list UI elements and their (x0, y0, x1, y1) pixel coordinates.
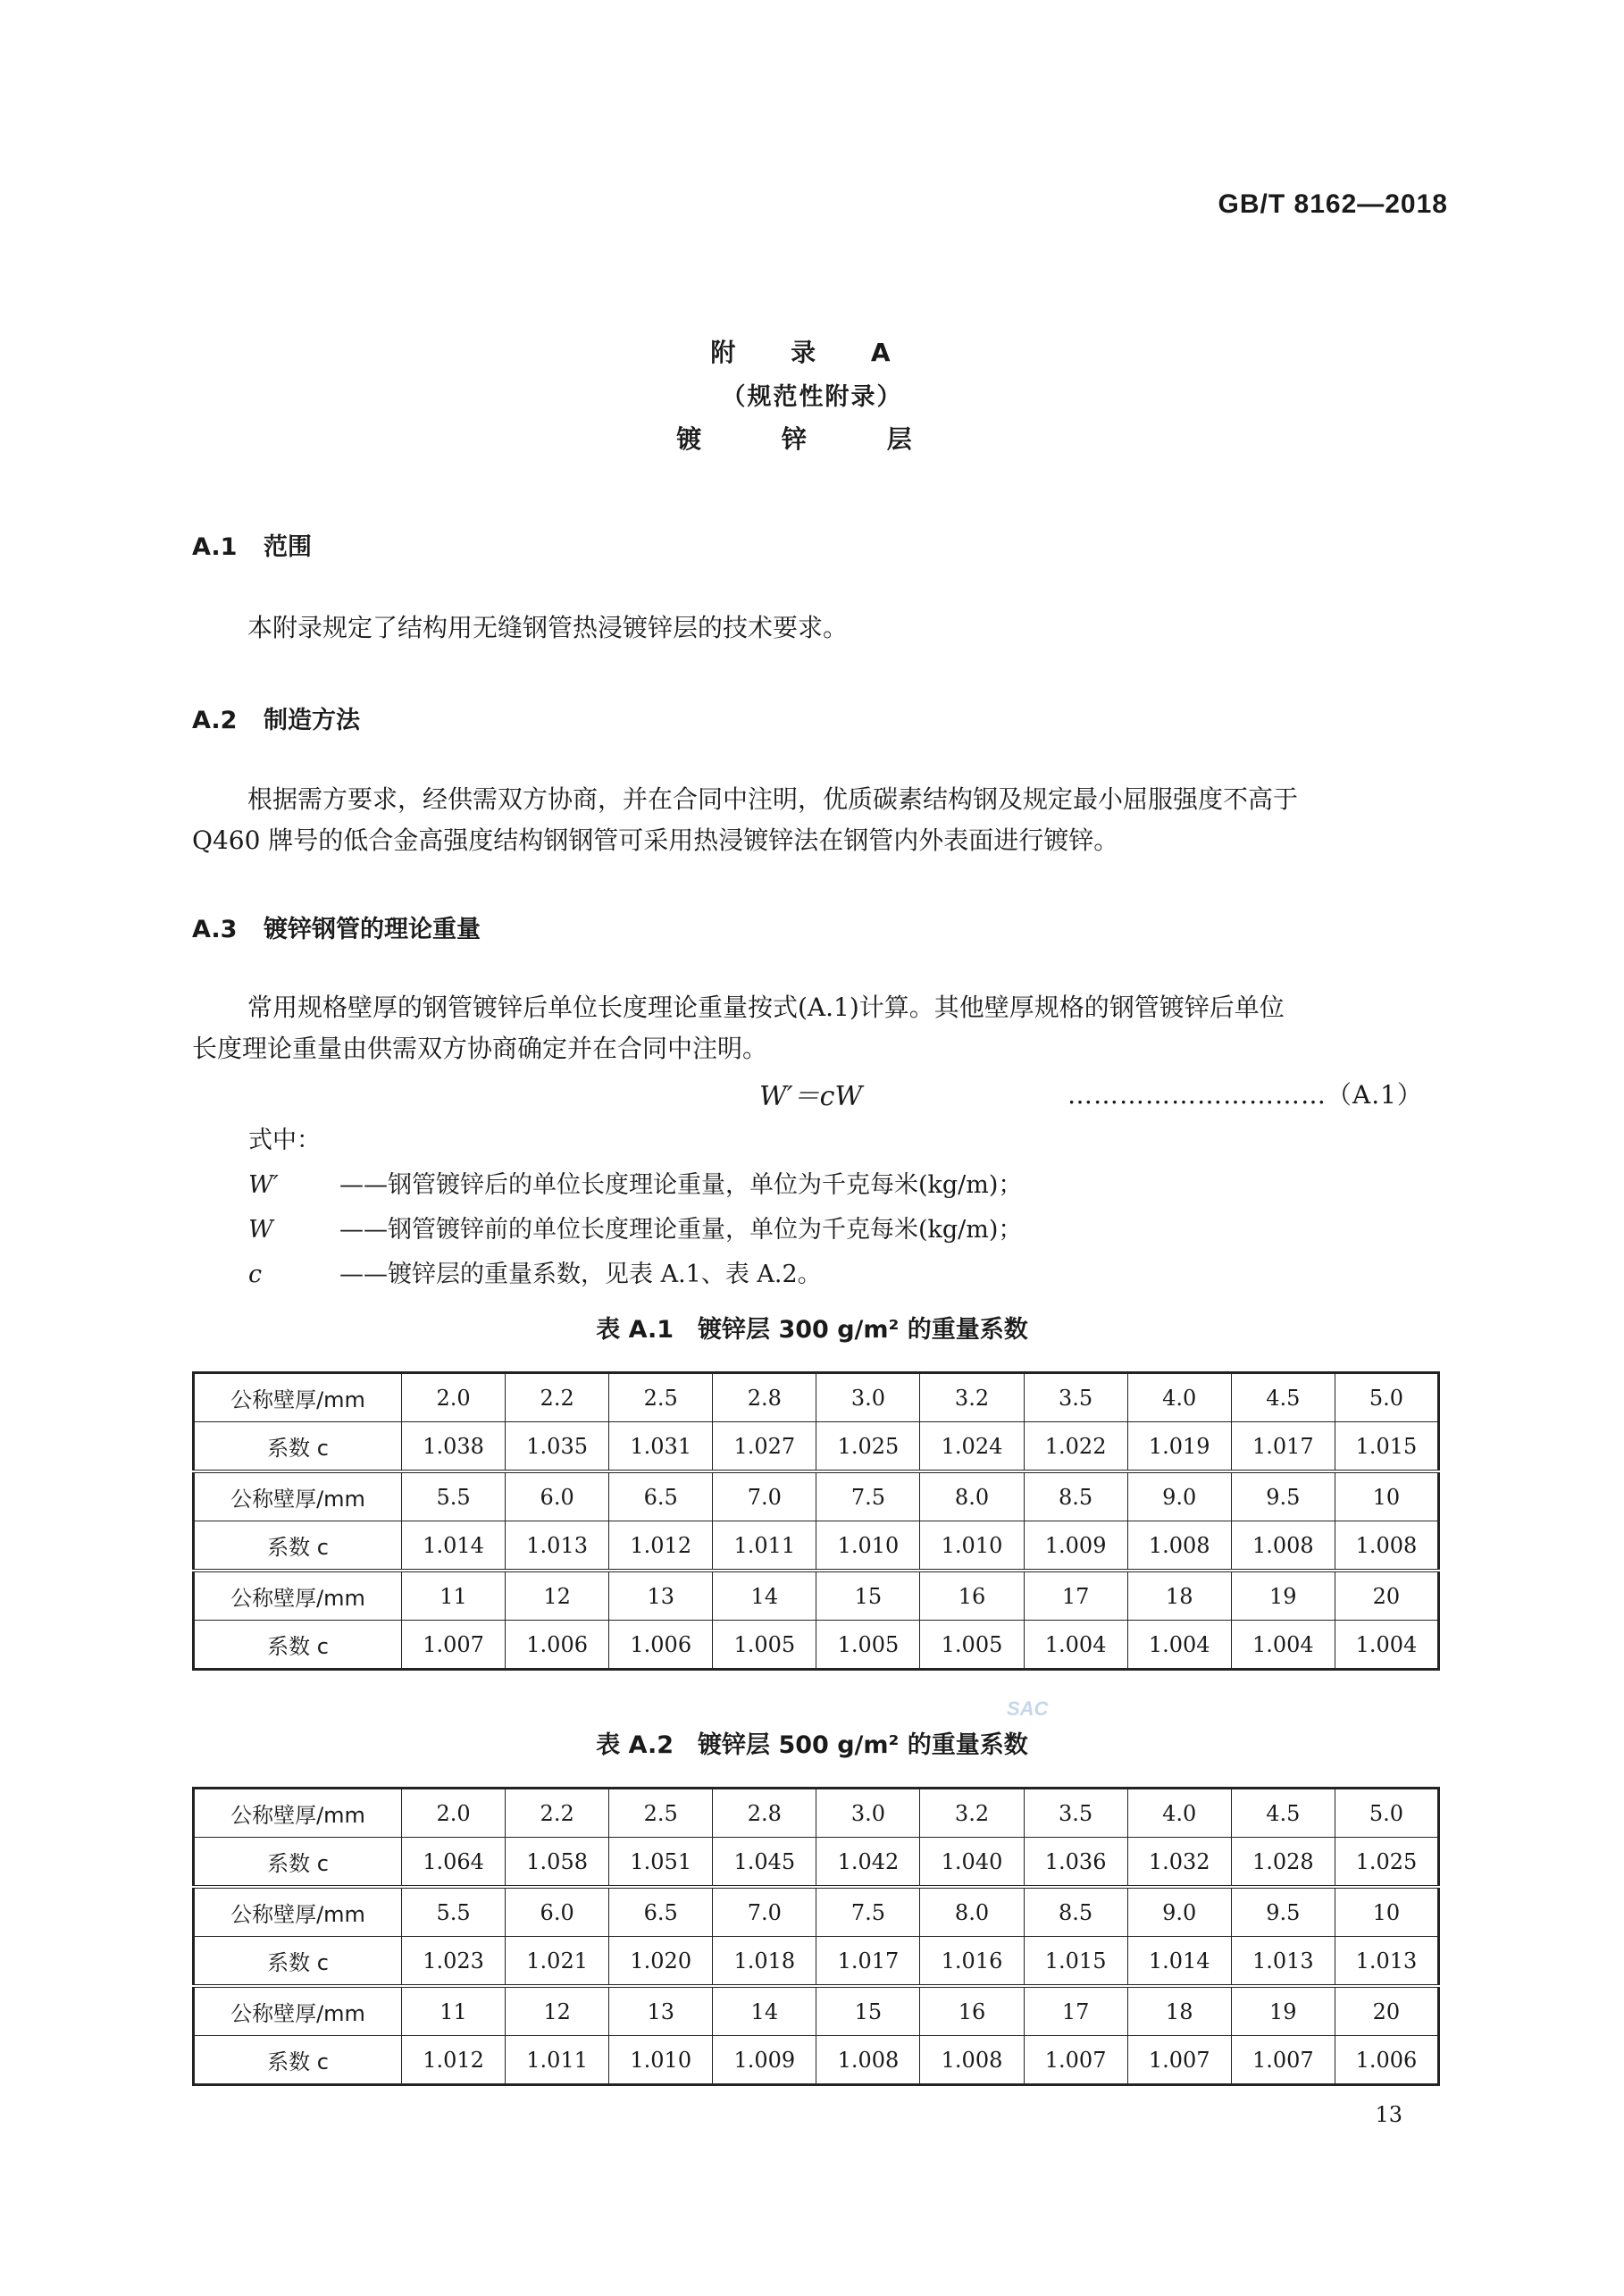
thickness-label: 公称壁厚/mm (194, 1571, 402, 1621)
thickness-label: 公称壁厚/mm (194, 1887, 402, 1937)
where-intro: 式中： (248, 1127, 321, 1154)
thickness-cell: 6.5 (609, 1471, 713, 1521)
section-number: A.1 (192, 533, 238, 561)
thickness-cell: 4.0 (1127, 1789, 1231, 1838)
thickness-cell: 2.8 (713, 1789, 816, 1838)
paragraph-line: 本附录规定了结构用无缝钢管热浸镀锌层的技术要求。 (247, 613, 849, 642)
thickness-cell: 3.2 (920, 1373, 1024, 1422)
where-symbol: W′ (248, 1171, 279, 1199)
coefficient-cell: 1.015 (1335, 1422, 1438, 1472)
coefficient-cell: 1.025 (816, 1422, 920, 1472)
where-item (248, 1163, 1022, 1208)
where-desc: ——钢管镀锌后的单位长度理论重量，单位为千克每米(kg/m)； (339, 1171, 1023, 1199)
thickness-cell: 4.5 (1231, 1789, 1335, 1838)
coefficient-cell: 1.031 (609, 1422, 713, 1472)
thickness-cell: 2.2 (506, 1789, 609, 1838)
thickness-cell: 7.0 (713, 1887, 816, 1937)
thickness-cell: 8.5 (1024, 1887, 1127, 1937)
coefficient-cell: 1.005 (816, 1621, 920, 1670)
table1-caption: 表 A.1 镀锌层 300 g/m² 的重量系数 (596, 1316, 1028, 1344)
thickness-cell: 10 (1335, 1887, 1438, 1937)
thickness-cell: 7.0 (713, 1471, 816, 1521)
section-heading-a1 (192, 527, 312, 562)
section-number: A.3 (192, 916, 238, 943)
thickness-cell: 4.0 (1127, 1373, 1231, 1422)
coefficient-row (194, 1621, 1439, 1670)
coefficient-cell: 1.014 (1127, 1937, 1231, 1987)
where-block (248, 1119, 1022, 1297)
appendix-type: （规范性附录） (721, 383, 903, 411)
thickness-label: 公称壁厚/mm (194, 1471, 402, 1521)
coefficient-row (194, 2036, 1439, 2085)
coefficient-cell: 1.008 (816, 2036, 920, 2085)
thickness-cell: 10 (1335, 1471, 1438, 1521)
thickness-cell: 13 (609, 1986, 713, 2036)
coefficient-cell: 1.040 (920, 1838, 1024, 1888)
thickness-label: 公称壁厚/mm (194, 1986, 402, 2036)
where-symbol: W (248, 1216, 273, 1244)
thickness-cell: 17 (1024, 1571, 1127, 1621)
coefficient-row (194, 1521, 1439, 1571)
coefficient-label: 系数 c (194, 1521, 402, 1571)
thickness-cell: 15 (816, 1986, 920, 2036)
coefficient-cell: 1.011 (713, 1521, 816, 1571)
appendix-subject: 镀 锌 层 (676, 424, 948, 454)
coefficient-cell: 1.032 (1127, 1838, 1231, 1888)
coefficient-label: 系数 c (194, 1422, 402, 1472)
thickness-cell: 7.5 (816, 1471, 920, 1521)
formula-expression: W′＝cW (759, 1081, 863, 1112)
formula-number: …………………………（A.1） (1067, 1080, 1423, 1110)
thickness-cell: 8.0 (920, 1471, 1024, 1521)
thickness-cell: 2.5 (609, 1373, 713, 1422)
coefficient-label: 系数 c (194, 1838, 402, 1888)
coefficient-cell: 1.012 (609, 1521, 713, 1571)
where-desc: ——钢管镀锌前的单位长度理论重量，单位为千克每米(kg/m)； (339, 1216, 1023, 1244)
where-symbol: c (248, 1261, 263, 1288)
coefficient-cell: 1.027 (713, 1422, 816, 1472)
section-title: 镀锌钢管的理论重量 (264, 916, 481, 943)
thickness-cell: 9.0 (1127, 1887, 1231, 1937)
coefficient-cell: 1.008 (1231, 1521, 1335, 1571)
coefficient-cell: 1.017 (816, 1937, 920, 1987)
thickness-cell: 19 (1231, 1986, 1335, 2036)
coefficient-cell: 1.010 (609, 2036, 713, 2085)
thickness-cell: 18 (1127, 1986, 1231, 2036)
coefficient-cell: 1.064 (402, 1838, 506, 1888)
thickness-row (194, 1471, 1439, 1521)
section-number: A.2 (192, 707, 238, 734)
coefficient-cell: 1.010 (816, 1521, 920, 1571)
thickness-row (194, 1887, 1439, 1937)
thickness-row (194, 1571, 1439, 1621)
thickness-cell: 2.8 (713, 1373, 816, 1422)
coefficient-cell: 1.006 (506, 1621, 609, 1670)
thickness-cell: 3.0 (816, 1373, 920, 1422)
coefficient-cell: 1.007 (1231, 2036, 1335, 2085)
coefficient-cell: 1.009 (713, 2036, 816, 2085)
where-desc: ——镀锌层的重量系数，见表 A.1、表 A.2。 (339, 1261, 822, 1288)
coefficient-label: 系数 c (194, 1937, 402, 1987)
coefficient-cell: 1.042 (816, 1838, 920, 1888)
coefficient-cell: 1.021 (506, 1937, 609, 1987)
page-number: 13 (1375, 2102, 1402, 2127)
coefficient-cell: 1.058 (506, 1838, 609, 1888)
thickness-label: 公称壁厚/mm (194, 1373, 402, 1422)
coefficient-cell: 1.016 (920, 1937, 1024, 1987)
thickness-row (194, 1986, 1439, 2036)
coefficient-cell: 1.005 (713, 1621, 816, 1670)
coefficient-cell: 1.051 (609, 1838, 713, 1888)
paragraph-line: Q460 牌号的低合金高强度结构钢钢管可采用热浸镀锌法在钢管内外表面进行镀锌。 (192, 825, 1119, 855)
thickness-cell: 8.5 (1024, 1471, 1127, 1521)
thickness-cell: 3.2 (920, 1789, 1024, 1838)
thickness-cell: 16 (920, 1986, 1024, 2036)
thickness-cell: 5.5 (402, 1887, 506, 1937)
thickness-cell: 12 (506, 1986, 609, 2036)
thickness-cell: 2.0 (402, 1789, 506, 1838)
thickness-cell: 16 (920, 1571, 1024, 1621)
section-heading-a3 (192, 909, 481, 944)
thickness-cell: 6.5 (609, 1887, 713, 1937)
section-a2-paragraph (192, 779, 1443, 861)
thickness-cell: 8.0 (920, 1887, 1024, 1937)
coefficient-cell: 1.045 (713, 1838, 816, 1888)
thickness-cell: 20 (1335, 1986, 1438, 2036)
coefficient-cell: 1.025 (1335, 1838, 1438, 1888)
thickness-cell: 2.2 (506, 1373, 609, 1422)
coefficient-label: 系数 c (194, 1621, 402, 1670)
section-title: 范围 (264, 533, 312, 561)
thickness-cell: 6.0 (506, 1471, 609, 1521)
paragraph-line: 根据需方要求，经供需双方协商，并在合同中注明，优质碳素结构钢及规定最小屈服强度不高于 (247, 784, 1299, 814)
coefficient-cell: 1.028 (1231, 1838, 1335, 1888)
coefficient-cell: 1.013 (506, 1521, 609, 1571)
standard-code: GB/T 8162—2018 (1218, 189, 1448, 219)
thickness-cell: 6.0 (506, 1887, 609, 1937)
coefficient-cell: 1.024 (920, 1422, 1024, 1472)
coefficient-cell: 1.004 (1335, 1621, 1438, 1670)
section-a1-paragraph (192, 608, 1443, 649)
coefficient-cell: 1.010 (920, 1521, 1024, 1571)
where-item (248, 1253, 1022, 1297)
thickness-cell: 14 (713, 1986, 816, 2036)
coefficient-cell: 1.007 (402, 1621, 506, 1670)
coefficient-cell: 1.011 (506, 2036, 609, 2085)
appendix-title: 附 录 A (710, 338, 914, 367)
thickness-cell: 13 (609, 1571, 713, 1621)
coefficient-cell: 1.009 (1024, 1521, 1127, 1571)
thickness-cell: 12 (506, 1571, 609, 1621)
coefficient-cell: 1.007 (1024, 2036, 1127, 2085)
thickness-cell: 7.5 (816, 1887, 920, 1937)
coefficient-cell: 1.019 (1127, 1422, 1231, 1472)
coefficient-row (194, 1937, 1439, 1987)
coefficient-cell: 1.022 (1024, 1422, 1127, 1472)
coefficient-cell: 1.018 (713, 1937, 816, 1987)
thickness-cell: 15 (816, 1571, 920, 1621)
section-heading-a2 (192, 700, 360, 735)
coefficient-label: 系数 c (194, 2036, 402, 2085)
paragraph-line: 长度理论重量由供需双方协商确定并在合同中注明。 (192, 1034, 768, 1063)
table1 (192, 1371, 1440, 1671)
section-a3-paragraph (192, 987, 1443, 1069)
thickness-cell: 9.5 (1231, 1887, 1335, 1937)
coefficient-cell: 1.038 (402, 1422, 506, 1472)
coefficient-cell: 1.013 (1231, 1937, 1335, 1987)
coefficient-row (194, 1838, 1439, 1888)
coefficient-cell: 1.012 (402, 2036, 506, 2085)
coefficient-cell: 1.006 (1335, 2036, 1438, 2085)
thickness-cell: 3.5 (1024, 1789, 1127, 1838)
thickness-cell: 9.0 (1127, 1471, 1231, 1521)
section-title: 制造方法 (264, 707, 360, 734)
thickness-cell: 2.0 (402, 1373, 506, 1422)
coefficient-cell: 1.004 (1231, 1621, 1335, 1670)
coefficient-cell: 1.017 (1231, 1422, 1335, 1472)
coefficient-cell: 1.023 (402, 1937, 506, 1987)
coefficient-cell: 1.036 (1024, 1838, 1127, 1888)
coefficient-cell: 1.008 (920, 2036, 1024, 2085)
thickness-row (194, 1373, 1439, 1422)
thickness-cell: 14 (713, 1571, 816, 1621)
thickness-cell: 20 (1335, 1571, 1438, 1621)
thickness-cell: 5.0 (1335, 1789, 1438, 1838)
coefficient-cell: 1.006 (609, 1621, 713, 1670)
thickness-cell: 19 (1231, 1571, 1335, 1621)
thickness-label: 公称壁厚/mm (194, 1789, 402, 1838)
coefficient-cell: 1.015 (1024, 1937, 1127, 1987)
thickness-cell: 4.5 (1231, 1373, 1335, 1422)
thickness-cell: 5.5 (402, 1471, 506, 1521)
paragraph-line: 常用规格壁厚的钢管镀锌后单位长度理论重量按式(A.1)计算。其他壁厚规格的钢管镀锌后单位 (247, 993, 1285, 1022)
table2-caption: 表 A.2 镀锌层 500 g/m² 的重量系数 (596, 1731, 1028, 1759)
table2 (192, 1787, 1440, 2086)
coefficient-cell: 1.008 (1335, 1521, 1438, 1571)
thickness-cell: 18 (1127, 1571, 1231, 1621)
where-item (248, 1208, 1022, 1253)
thickness-cell: 5.0 (1335, 1373, 1438, 1422)
coefficient-cell: 1.008 (1127, 1521, 1231, 1571)
thickness-cell: 9.5 (1231, 1471, 1335, 1521)
coefficient-cell: 1.035 (506, 1422, 609, 1472)
coefficient-cell: 1.004 (1127, 1621, 1231, 1670)
thickness-cell: 3.5 (1024, 1373, 1127, 1422)
coefficient-cell: 1.007 (1127, 2036, 1231, 2085)
coefficient-cell: 1.005 (920, 1621, 1024, 1670)
thickness-cell: 17 (1024, 1986, 1127, 2036)
thickness-cell: 2.5 (609, 1789, 713, 1838)
thickness-cell: 11 (402, 1986, 506, 2036)
thickness-cell: 3.0 (816, 1789, 920, 1838)
sac-watermark: SAC (1007, 1697, 1049, 1720)
coefficient-cell: 1.014 (402, 1521, 506, 1571)
thickness-cell: 11 (402, 1571, 506, 1621)
coefficient-row (194, 1422, 1439, 1472)
coefficient-cell: 1.020 (609, 1937, 713, 1987)
coefficient-cell: 1.004 (1024, 1621, 1127, 1670)
coefficient-cell: 1.013 (1335, 1937, 1438, 1987)
thickness-row (194, 1789, 1439, 1838)
